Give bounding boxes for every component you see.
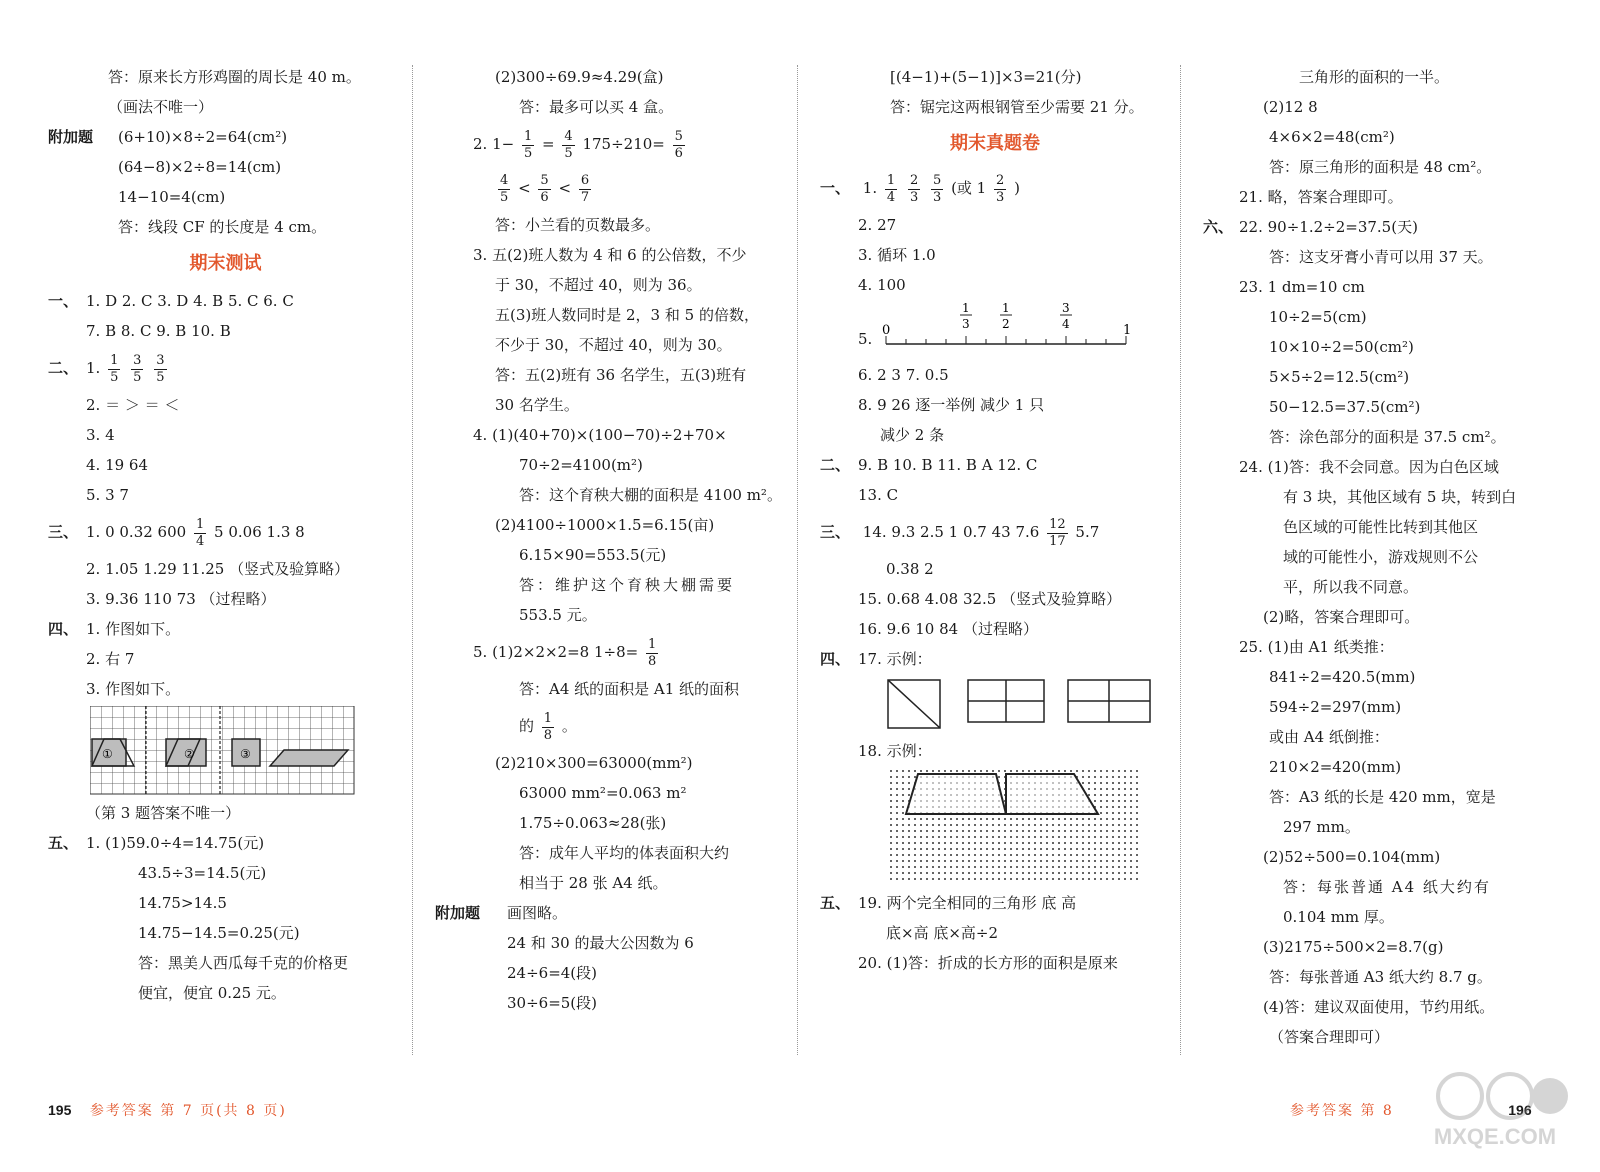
text-line: 70÷2=4100(m²) bbox=[519, 456, 643, 474]
footer-left bbox=[48, 1100, 287, 1120]
text-line: 便宜，便宜 0.25 元。 bbox=[138, 984, 286, 1002]
text-line: 域的可能性小，游戏规则不公 bbox=[1283, 548, 1479, 566]
text-line: 23. 1 dm=10 cm bbox=[1239, 278, 1365, 296]
text-line: 2. 1.05 1.29 11.25 （竖式及验算略） bbox=[86, 560, 350, 578]
nl-zero: 0 bbox=[882, 323, 891, 338]
text-line: 5 0.06 1.3 8 bbox=[214, 523, 305, 541]
text-line: 7. B 8. C 9. B 10. B bbox=[86, 322, 231, 340]
text-line: 3. 五(2)班人数为 4 和 6 的公倍数，不少 bbox=[473, 246, 747, 264]
text-line: 0.104 mm 厚。 bbox=[1283, 908, 1394, 926]
text-line: 相当于 28 张 A4 纸。 bbox=[519, 874, 668, 892]
text-line: 15. 0.68 4.08 32.5 （竖式及验算略） bbox=[858, 590, 1122, 608]
text-line: 20. (1)答：折成的长方形的面积是原来 bbox=[858, 954, 1118, 972]
text-line: 于 30，不超过 40，则为 36。 bbox=[495, 276, 702, 294]
text-line: 4. 100 bbox=[858, 276, 906, 294]
text-line: 210×2=420(mm) bbox=[1269, 758, 1402, 776]
text-line: 6.15×90=553.5(元) bbox=[519, 546, 667, 564]
text-line: 三角形的面积的一半。 bbox=[1299, 68, 1450, 86]
text-line: 不少于 30，不超过 40，则为 30。 bbox=[495, 336, 732, 354]
fraction: $\frac{1}{8}$ bbox=[647, 636, 657, 669]
fraction: $\frac{1}{5}$ bbox=[523, 128, 533, 161]
nl-frac-num: 3 bbox=[1062, 301, 1070, 315]
text-line: 五(3)班人数同时是 2，3 和 5 的倍数， bbox=[495, 306, 759, 324]
text-line: 14. 9.3 2.5 1 0.7 43 7.6 bbox=[862, 523, 1040, 541]
column-divider bbox=[1180, 65, 1181, 1055]
text-line: 答：涂色部分的面积是 37.5 cm²。 bbox=[1269, 428, 1506, 446]
text-line: 17. 示例： bbox=[858, 650, 932, 668]
text-line: 4×6×2=48(cm²) bbox=[1269, 128, 1395, 146]
watermark-text: MXQE.COM bbox=[1433, 1124, 1557, 1149]
fraction: $\frac{1}{5}$ bbox=[110, 352, 119, 385]
grid-label-2: ② bbox=[184, 747, 195, 761]
text-line: 50−12.5=37.5(cm²) bbox=[1269, 398, 1421, 416]
text-line: 底×高 底×高÷2 bbox=[886, 924, 999, 942]
text-line: 1.75÷0.063≈28(张) bbox=[519, 814, 667, 832]
fraction: $\frac{1}{4}$ bbox=[886, 172, 896, 205]
nl-frac-den: 4 bbox=[1062, 317, 1070, 331]
dot-grid-figure bbox=[820, 766, 1170, 888]
text-line: (6+10)×8÷2=64(cm²) bbox=[118, 128, 288, 146]
text-line: 色区域的可能性比转到其他区 bbox=[1283, 518, 1479, 536]
page-number: 196 bbox=[1508, 1102, 1532, 1118]
text-line: 24÷6=4(段) bbox=[507, 964, 598, 982]
text-line: 841÷2=420.5(mm) bbox=[1269, 668, 1416, 686]
section-tag: 二、 bbox=[48, 359, 79, 377]
section-tag: 二、 bbox=[820, 456, 851, 474]
watermark-logo bbox=[1420, 1066, 1570, 1151]
less-than: < bbox=[518, 179, 531, 197]
text-line: 5. bbox=[858, 330, 873, 348]
column-3 bbox=[820, 62, 1170, 978]
fraction: $\frac{4}{5}$ bbox=[564, 128, 573, 161]
text-line: 答：这个育秧大棚的面积是 4100 m²。 bbox=[519, 486, 782, 504]
text-line: 43.5÷3=14.5(元) bbox=[138, 864, 267, 882]
text-line: 21. 略，答案合理即可。 bbox=[1239, 188, 1403, 206]
text-line: 13. C bbox=[858, 486, 899, 504]
text-line: 594÷2=297(mm) bbox=[1269, 698, 1402, 716]
fraction: $\frac{5}{3}$ bbox=[933, 172, 942, 205]
fraction: $\frac{1}{8}$ bbox=[543, 710, 553, 743]
text-line: 答：最多可以买 4 盒。 bbox=[519, 98, 674, 116]
text-line: 14.75−14.5=0.25(元) bbox=[138, 924, 300, 942]
text-line: (2)略，答案合理即可。 bbox=[1263, 608, 1420, 626]
text-line: 答：A3 纸的长是 420 mm，宽是 bbox=[1269, 788, 1496, 806]
text-line: 63000 mm²=0.063 m² bbox=[519, 784, 687, 802]
fraction: $\frac{6}{7}$ bbox=[580, 172, 590, 205]
fraction: $\frac{3}{5}$ bbox=[156, 352, 165, 385]
text-line: 6. 2 3 7. 0.5 bbox=[858, 366, 949, 384]
text-line: 1. 作图如下。 bbox=[86, 620, 181, 638]
fraction: $\frac{3}{5}$ bbox=[133, 352, 142, 385]
bonus-tag: 附加题 bbox=[435, 904, 481, 922]
text-line: 答：原来长方形鸡圈的周长是 40 m。 bbox=[108, 68, 361, 86]
text-line: 答：A4 纸的面积是 A1 纸的面积 bbox=[519, 680, 740, 698]
fraction: $\frac{2}{3}$ bbox=[909, 172, 919, 205]
text-line: 有 3 块，其他区域有 5 块，转到白 bbox=[1283, 488, 1517, 506]
text-line: （答案合理即可） bbox=[1269, 1028, 1390, 1046]
section-tag: 五、 bbox=[820, 894, 851, 912]
nl-frac-num: 1 bbox=[962, 301, 970, 315]
text-line: 8. 9 26 逐一举例 减少 1 只 bbox=[858, 396, 1045, 414]
text-line: 24. (1)答：我不会同意。因为白色区域 bbox=[1239, 458, 1499, 476]
section-tag: 五、 bbox=[48, 834, 79, 852]
text-line: (2)4100÷1000×1.5=6.15(亩) bbox=[495, 516, 715, 534]
division-examples bbox=[820, 674, 1170, 736]
text-line: 5×5÷2=12.5(cm²) bbox=[1269, 368, 1410, 386]
section-tag: 四、 bbox=[48, 620, 79, 638]
trapezoid-1 bbox=[906, 774, 1006, 814]
text-line: （第 3 题答案不唯一） bbox=[86, 804, 241, 822]
text-line: 297 mm。 bbox=[1283, 818, 1360, 836]
fraction: $\frac{1}{4}$ bbox=[195, 516, 205, 549]
text-line: (64−8)×2÷8=14(cm) bbox=[118, 158, 282, 176]
text-line: 5. 3 7 bbox=[86, 486, 129, 504]
text-line: 2. ＝ ＞ ＝ ＜ bbox=[86, 396, 180, 414]
text-line: 1. bbox=[86, 359, 101, 377]
text-line: 22. 90÷1.2÷2=37.5(天) bbox=[1239, 218, 1418, 236]
text-line: 1. 0 0.32 600 bbox=[86, 523, 187, 541]
text-line: 答：线段 CF 的长度是 4 cm。 bbox=[118, 218, 327, 236]
grid-diagram bbox=[48, 704, 403, 798]
text-line: 答：黑美人西瓜每千克的价格更 bbox=[138, 954, 349, 972]
text-line: 4. 19 64 bbox=[86, 456, 149, 474]
text-line: 18. 示例： bbox=[858, 742, 932, 760]
text-line: (2)300÷69.9≈4.29(盒) bbox=[495, 68, 664, 86]
text-line: 4. (1)(40+70)×(100−70)÷2+70× bbox=[473, 426, 727, 444]
text-line: 1. bbox=[862, 179, 878, 197]
fraction: $\frac{4}{5}$ bbox=[500, 172, 509, 205]
text-line: 14−10=4(cm) bbox=[118, 188, 226, 206]
text-line: 答：原三角形的面积是 48 cm²。 bbox=[1269, 158, 1492, 176]
text-line: 0.38 2 bbox=[886, 560, 934, 578]
fraction: $\frac{5}{6}$ bbox=[674, 128, 683, 161]
text-line: 3. 9.36 110 73 （过程略） bbox=[86, 590, 276, 608]
section-tag: 六、 bbox=[1203, 218, 1234, 236]
text-line: [(4−1)+(5−1)]×3=21(分) bbox=[890, 68, 1082, 86]
text-line: 或由 A4 纸倒推： bbox=[1269, 728, 1389, 746]
text-line: 1. D 2. C 3. D 4. B 5. C 6. C bbox=[86, 292, 294, 310]
nl-frac-den: 2 bbox=[1002, 317, 1010, 331]
text-line: 9. B 10. B 11. B A 12. C bbox=[858, 456, 1038, 474]
fraction: $\frac{2}{3}$ bbox=[996, 172, 1005, 205]
text-line: (或 1 bbox=[951, 179, 987, 197]
text-line: 3. 4 bbox=[86, 426, 115, 444]
text-line: 答：五(2)班有 36 名学生，五(3)班有 bbox=[495, 366, 747, 384]
text-line: 5. (1)2×2×2=8 1÷8= bbox=[473, 643, 639, 661]
grid-label-3: ③ bbox=[240, 747, 251, 761]
text-line: 答：每张普通 A4 纸大约有 bbox=[1283, 878, 1491, 896]
section-tag: 一、 bbox=[820, 179, 851, 197]
text-line: （画法不唯一） bbox=[108, 98, 214, 116]
text-line: 3. 作图如下。 bbox=[86, 680, 181, 698]
text-line: 答：维护这个育秧大棚需要 bbox=[519, 576, 736, 594]
text-line: 10×10÷2=50(cm²) bbox=[1269, 338, 1414, 356]
text-line: 2. 27 bbox=[858, 216, 897, 234]
text-line: 19. 两个完全相同的三角形 底 高 bbox=[858, 894, 1077, 912]
text-line: 答：小兰看的页数最多。 bbox=[495, 216, 661, 234]
text-line: 的 bbox=[519, 717, 535, 735]
fraction: $\frac{5}{6}$ bbox=[540, 172, 549, 205]
grid-label-1: ① bbox=[102, 747, 113, 761]
dot-grid-trapezoids bbox=[888, 768, 1148, 888]
section-title: 期末真题卷 bbox=[950, 133, 1040, 154]
text-line: 30 名学生。 bbox=[495, 396, 579, 414]
text-line: 14.75>14.5 bbox=[138, 894, 227, 912]
text-line: 553.5 元。 bbox=[519, 606, 597, 624]
division-figures bbox=[880, 674, 1180, 734]
text-line: 10÷2=5(cm) bbox=[1269, 308, 1367, 326]
page-number: 195 bbox=[48, 1102, 72, 1118]
footer-caption: 参考答案 第 7 页(共 8 页) bbox=[89, 1103, 287, 1119]
text-line: 减少 2 条 bbox=[880, 426, 945, 444]
section-tag: 一、 bbox=[48, 292, 79, 310]
text-line: (4)答：建议双面使用，节约用纸。 bbox=[1263, 998, 1495, 1016]
text-line: 25. (1)由 A1 纸类推： bbox=[1239, 638, 1394, 656]
text-line: (2)210×300=63000(mm²) bbox=[495, 754, 693, 772]
text-line: 5.7 bbox=[1075, 523, 1100, 541]
text-line: (2)12 8 bbox=[1263, 98, 1318, 116]
fraction: $\frac{12}{17}$ bbox=[1049, 516, 1066, 549]
column-divider bbox=[797, 65, 798, 1055]
text-line: 画图略。 bbox=[507, 904, 568, 922]
text-line: = bbox=[542, 135, 555, 153]
text-line: 2. 1− bbox=[473, 135, 515, 153]
section-tag: 三、 bbox=[48, 523, 79, 541]
grid-figure bbox=[90, 706, 355, 798]
less-than: < bbox=[558, 179, 572, 197]
text-line: 。 bbox=[561, 717, 577, 735]
text-line: 答：成年人平均的体表面积大约 bbox=[519, 844, 730, 862]
text-line: (3)2175÷500×2=8.7(g) bbox=[1263, 938, 1444, 956]
shape-parallelogram-3 bbox=[270, 750, 348, 766]
column-1 bbox=[48, 62, 403, 1008]
text-line: 24 和 30 的最大公因数为 6 bbox=[507, 934, 694, 952]
text-line: 3. 循环 1.0 bbox=[858, 246, 936, 264]
section-title: 期末测试 bbox=[189, 253, 262, 274]
text-line: 2. 右 7 bbox=[86, 650, 135, 668]
text-line: 16. 9.6 10 84 （过程略） bbox=[858, 620, 1038, 638]
text-line: 1. (1)59.0÷4=14.75(元) bbox=[86, 834, 265, 852]
nl-frac-num: 1 bbox=[1002, 301, 1010, 315]
text-line: ) bbox=[1014, 179, 1020, 197]
text-line: 答：每张普通 A3 纸大约 8.7 g。 bbox=[1269, 968, 1492, 986]
text-line: 答：这支牙膏小青可以用 37 天。 bbox=[1269, 248, 1493, 266]
column-divider bbox=[412, 65, 413, 1055]
text-line: (2)52÷500=0.104(mm) bbox=[1263, 848, 1441, 866]
column-2 bbox=[435, 62, 790, 1018]
text-line: 平，所以我不同意。 bbox=[1283, 578, 1419, 596]
section-tag: 三、 bbox=[820, 523, 851, 541]
section-tag: 四、 bbox=[820, 650, 851, 668]
footer-caption: 参考答案 第 8 bbox=[1290, 1103, 1394, 1119]
text-line: 30÷6=5(段) bbox=[507, 994, 598, 1012]
nl-frac-den: 3 bbox=[962, 317, 970, 331]
text-line: 175÷210= bbox=[582, 135, 665, 153]
nl-one: 1 bbox=[1123, 323, 1132, 338]
number-line bbox=[878, 300, 1138, 360]
number-line-row bbox=[820, 300, 1170, 360]
bonus-tag: 附加题 bbox=[48, 128, 94, 146]
text-line: 答：锯完这两根钢管至少需要 21 分。 bbox=[890, 98, 1144, 116]
column-4 bbox=[1203, 62, 1573, 1052]
